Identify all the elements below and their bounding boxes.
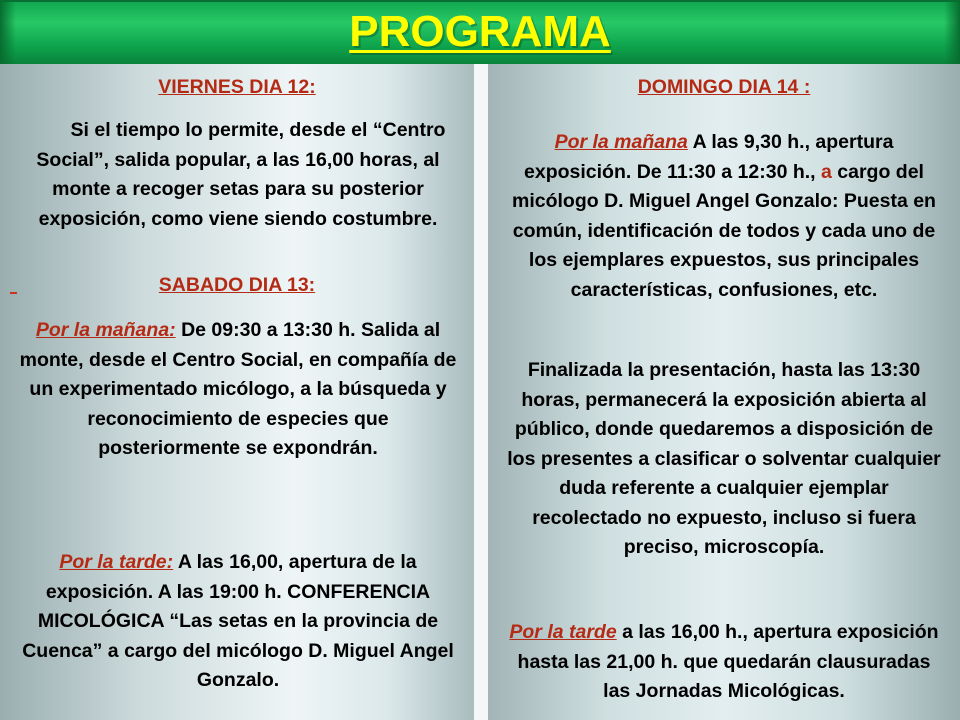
sabado-manana-body: De 09:30 a 13:30 h. Salida al monte, desde el Centro Social, en compañía de un experimentado micólogo, a la búsqueda y reconocimiento de especies que posteriormente se expondrán. (19, 319, 457, 459)
left-column (0, 64, 474, 720)
domingo-tarde-paragraph (504, 618, 944, 707)
domingo-manana-a: a (821, 160, 832, 183)
title-banner (0, 0, 960, 64)
sabado-tarde-label: Por la tarde: (59, 551, 174, 573)
bullet-dash (10, 292, 17, 294)
domingo-manana-body-1: A las 9,30 h., apertura exposición. De 11:30 a 12:30 h., (524, 131, 894, 183)
domingo-tarde-body: a las 16,00 h., apertura exposición hasta las 21,00 h. que quedarán clausuradas las Jornadas Micológicas. (517, 621, 939, 702)
sabado-manana-label: Por la mañana: (35, 319, 176, 341)
sabado-tarde-paragraph (10, 548, 466, 696)
page-title: PROGRAMA (349, 7, 611, 56)
sabado-manana-paragraph (18, 316, 458, 464)
viernes-heading: VIERNES DIA 12: (158, 76, 316, 98)
viernes-body: Si el tiempo lo permite, desde el “Centro Social”, salida popular, a las 16,00 horas, al monte a recoger setas para su posterior exposición, como viene siendo costumbre. (36, 119, 446, 230)
sabado-heading: SABADO DIA 13: (158, 274, 316, 296)
domingo-finalizada-paragraph: Finalizada la presentación, hasta las 13:30 horas, permanecerá la exposición abierta al público, donde quedaremos a disposición de los presentes a clasificar o solventar cualquier duda referente a cualquier ejemplar recolectado no expuesto, incluso si fuera preciso, microscopía. (507, 359, 941, 558)
domingo-manana-body-2: cargo del micólogo D. Miguel Angel Gonzalo: Puesta en común, identificación de todos y cada uno de los ejemplares expuestos, sus principales características, confusiones, etc. (512, 160, 936, 301)
sabado-tarde-body: A las 16,00, apertura de la exposición. A las 19:00 h. CONFERENCIA MICOLÓGICA “Las setas en la provincia de Cuenca” a cargo del micólogo D. Miguel Angel Gonzalo. (22, 551, 454, 691)
domingo-tarde-label: Por la tarde (509, 621, 617, 643)
column-divider (474, 64, 488, 720)
domingo-manana-label: Por la mañana (554, 131, 688, 153)
domingo-heading: DOMINGO DIA 14 : (637, 76, 811, 98)
domingo-manana-paragraph (504, 128, 944, 305)
right-column (488, 64, 960, 720)
